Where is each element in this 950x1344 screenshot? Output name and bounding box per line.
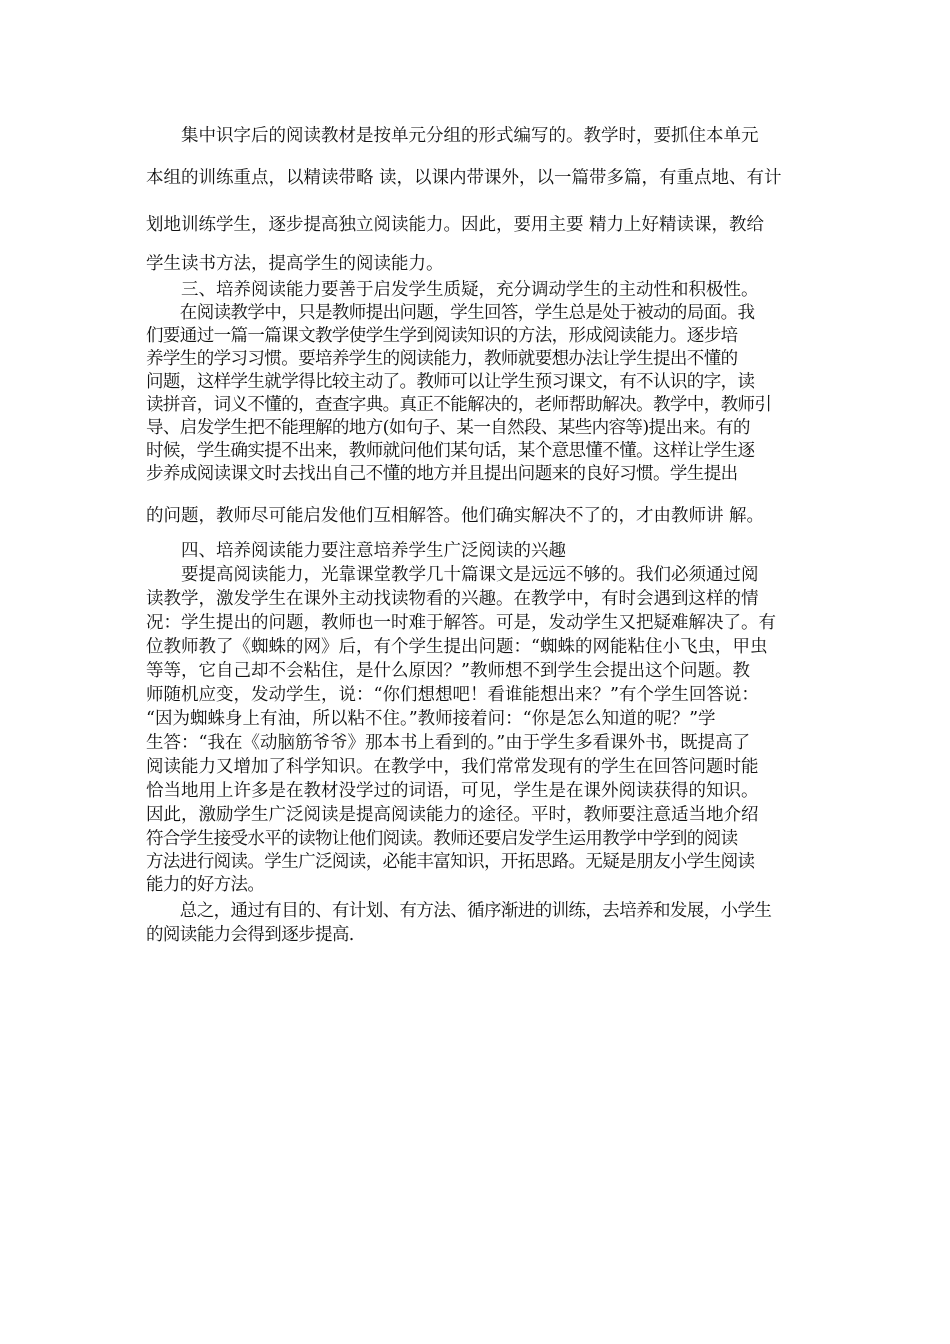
text-line: 师随机应变，发动学生，说：“你们想想吧！看谁能想出来？”有个学生回答说： xyxy=(146,685,759,705)
text-line: 学生读书方法，提高学生的阅读能力。 xyxy=(146,254,444,274)
text-line: 养学生的学习习惯。要培养学生的阅读能力，教师就要想办法让学生提出不懂的 xyxy=(146,349,738,369)
text-line: 读拼音，词义不懂的，查查字典。真正不能解决的，老师帮助解决。教学中，教师引 xyxy=(146,395,772,415)
text-line: 方法进行阅读。学生广泛阅读，必能丰富知识，开拓思路。无疑是朋友小学生阅读 xyxy=(146,852,755,872)
text-line: 划地训练学生，逐步提高独立阅读能力。因此，要用主要 精力上好精读课，教给 xyxy=(146,215,765,235)
text-line: 读教学，激发学生在课外主动找读物看的兴趣。在教学中，有时会遇到这样的情 xyxy=(146,589,759,609)
text-line: 问题，这样学生就学得比较主动了。教师可以让学生预习课文，有不认识的字，读 xyxy=(146,372,755,392)
text-line: 位教师教了《蜘蛛的网》后，有个学生提出问题：“蜘蛛的网能粘住小飞虫，甲虫 xyxy=(146,637,768,657)
text-line: 要提高阅读能力，光靠课堂教学几十篇课文是远远不够的。我们必须通过阅 xyxy=(146,565,759,585)
text-line: 们要通过一篇一篇课文教学使学生学到阅读知识的方法，形成阅读能力。逐步培 xyxy=(146,326,738,346)
text-line: “因为蜘蛛身上有油，所以粘不住。”教师接着问：“你是怎么知道的呢？”学 xyxy=(146,709,716,729)
text-line: 阅读能力又增加了科学知识。在教学中，我们常常发现有的学生在回答问题时能 xyxy=(146,757,759,777)
text-line: 恰当地用上许多是在教材没学过的词语，可见，学生是在课外阅读获得的知识。 xyxy=(146,781,759,801)
section-heading: 四、培养阅读能力要注意培养学生广泛阅读的兴趣 xyxy=(146,541,566,561)
text-line: 生答：“我在《动脑筋爷爷》那本书上看到的。”由于学生多看课外书，既提高了 xyxy=(146,733,751,753)
text-line: 集中识字后的阅读教材是按单元分组的形式编写的。教学时，要抓住本单元 xyxy=(146,126,759,146)
text-line: 况：学生提出的问题，教师也一时难于解答。可是，发动学生又把疑难解决了。有 xyxy=(146,613,776,633)
text-line: 的阅读能力会得到逐步提高. xyxy=(146,925,354,945)
text-line: 在阅读教学中，只是教师提出问题，学生回答，学生总是处于被动的局面。我 xyxy=(146,303,755,323)
text-line: 本组的训练重点，以精读带略 读，以课内带课外，以一篇带多篇，有重点地、有计 xyxy=(146,168,782,188)
text-line: 等等，它自己却不会粘住，是什么原因？”教师想不到学生会提出这个问题。教 xyxy=(146,661,750,681)
text-line: 总之，通过有目的、有计划、有方法、循序渐进的训练，去培养和发展，小学生 xyxy=(146,901,772,921)
text-line: 符合学生接受水平的读物让他们阅读。教师还要启发学生运用教学中学到的阅读 xyxy=(146,829,738,849)
text-line: 的问题，教师尽可能启发他们互相解答。他们确实解决不了的，才由教师讲 解。 xyxy=(146,506,765,526)
text-line: 能力的好方法。 xyxy=(146,875,265,895)
text-line: 时候，学生确实提不出来，教师就问他们某句话，某个意思懂不懂。这样让学生逐 xyxy=(146,441,755,461)
section-heading: 三、培养阅读能力要善于启发学生质疑，充分调动学生的主动性和积极性。 xyxy=(146,280,759,300)
text-line: 步养成阅读课文时去找出自己不懂的地方并且提出问题来的良好习惯。学生提出 xyxy=(146,464,738,484)
text-line: 因此，激励学生广泛阅读是提高阅读能力的途径。平时，教师要注意适当地介绍 xyxy=(146,805,759,825)
text-line: 导、启发学生把不能理解的地方(如句子、某一自然段、某些内容等)提出来。有的 xyxy=(146,418,750,438)
